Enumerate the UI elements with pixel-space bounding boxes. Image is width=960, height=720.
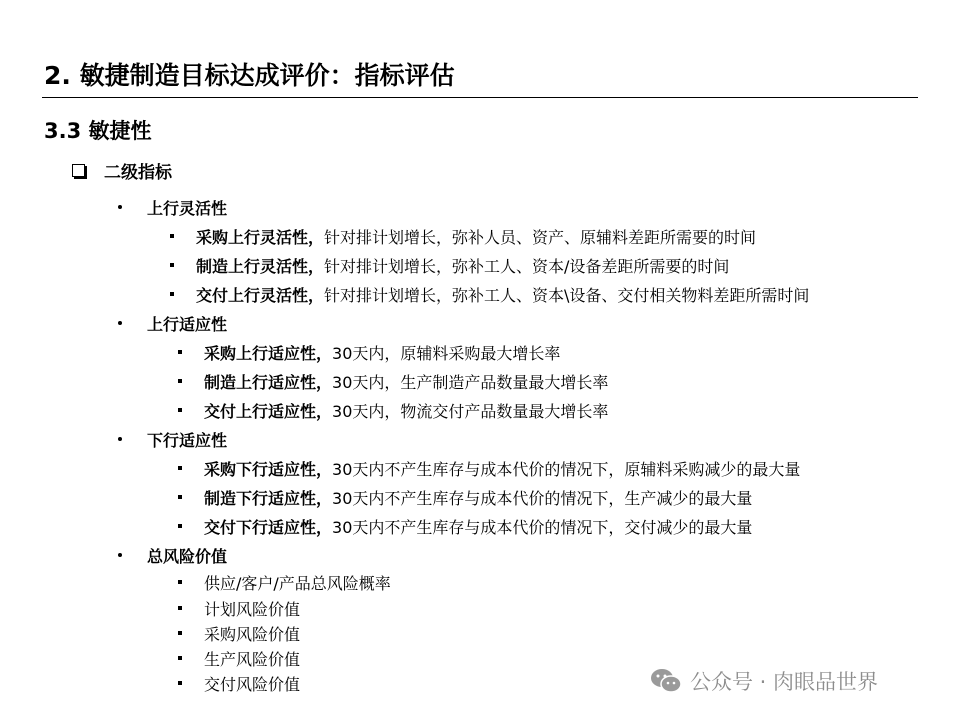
level1-heading	[70, 158, 172, 183]
group-upside-flexibility	[118, 195, 227, 219]
square-bullet-icon	[178, 631, 182, 635]
group-label: 上行适应性	[147, 314, 228, 334]
square-bullet-icon	[178, 606, 182, 610]
square-bullet-icon	[178, 580, 182, 584]
list-item	[178, 671, 300, 695]
group-downside-adaptability	[118, 427, 227, 451]
list-item	[170, 224, 756, 248]
group-label: 下行适应性	[147, 430, 228, 450]
metric-name: 采购上行灵活性，	[196, 227, 325, 247]
metric-description: 针对排计划增长，弥补工人、资本\设备、交付相关物料差距所需时间	[324, 285, 810, 305]
checkbox-bullet-icon	[72, 164, 85, 177]
title-divider	[42, 97, 918, 98]
square-bullet-icon	[178, 681, 182, 685]
list-item	[178, 514, 752, 538]
metric-description: 30天内不产生库存与成本代价的情况下，生产减少的最大量	[332, 488, 753, 508]
metric-name: 制造上行适应性，	[204, 372, 333, 392]
metric-description: 30天内，原辅料采购最大增长率	[332, 343, 561, 363]
metric-name: 交付下行适应性，	[204, 517, 333, 537]
list-item	[178, 369, 608, 393]
square-bullet-icon	[178, 466, 182, 470]
metric-name: 制造上行灵活性，	[196, 256, 325, 276]
metric-description: 针对排计划增长，弥补工人、资本/设备差距所需要的时间	[324, 256, 730, 276]
round-bullet-icon	[118, 437, 122, 441]
metric-description: 采购风险价值	[204, 624, 301, 644]
metric-name: 交付上行灵活性，	[196, 285, 325, 305]
metric-description: 生产风险价值	[204, 649, 301, 669]
list-item	[170, 253, 729, 277]
metric-description: 针对排计划增长，弥补人员、资产、原辅料差距所需要的时间	[324, 227, 757, 247]
list-item	[178, 456, 800, 480]
list-item	[178, 398, 608, 422]
list-item	[178, 570, 391, 594]
metric-name: 交付上行适应性，	[204, 401, 333, 421]
metric-description: 30天内不产生库存与成本代价的情况下，交付减少的最大量	[332, 517, 753, 537]
square-bullet-icon	[170, 234, 174, 238]
square-bullet-icon	[178, 379, 182, 383]
level1-label: 二级指标	[104, 163, 172, 183]
round-bullet-icon	[118, 205, 122, 209]
group-upside-adaptability	[118, 311, 227, 335]
metric-description: 供应/客户/产品总风险概率	[204, 573, 391, 593]
list-item	[178, 646, 300, 670]
square-bullet-icon	[170, 292, 174, 296]
list-item	[178, 485, 752, 509]
watermark	[650, 666, 878, 696]
square-bullet-icon	[170, 263, 174, 267]
metric-name: 采购上行适应性，	[204, 343, 333, 363]
list-item	[178, 340, 560, 364]
group-total-value-at-risk	[118, 543, 227, 567]
metric-description: 30天内不产生库存与成本代价的情况下，原辅料采购减少的最大量	[332, 459, 801, 479]
metric-description: 计划风险价值	[204, 599, 301, 619]
metric-name: 制造下行适应性，	[204, 488, 333, 508]
list-item	[178, 621, 300, 645]
round-bullet-icon	[118, 321, 122, 325]
square-bullet-icon	[178, 656, 182, 660]
square-bullet-icon	[178, 495, 182, 499]
section-heading: 3.3 敏捷性	[44, 119, 152, 143]
metric-description: 30天内，生产制造产品数量最大增长率	[332, 372, 609, 392]
square-bullet-icon	[178, 524, 182, 528]
watermark-text: 公众号 · 肉眼品世界	[690, 670, 879, 694]
square-bullet-icon	[178, 408, 182, 412]
metric-description: 交付风险价值	[204, 674, 301, 694]
metric-name: 采购下行适应性，	[204, 459, 333, 479]
round-bullet-icon	[118, 553, 122, 557]
group-label: 总风险价值	[147, 546, 228, 566]
wechat-icon	[650, 668, 682, 694]
page-title: 2. 敏捷制造目标达成评价：指标评估	[44, 61, 455, 90]
list-item	[178, 596, 300, 620]
square-bullet-icon	[178, 350, 182, 354]
list-item	[170, 282, 809, 306]
group-label: 上行灵活性	[147, 198, 228, 218]
metric-description: 30天内，物流交付产品数量最大增长率	[332, 401, 609, 421]
